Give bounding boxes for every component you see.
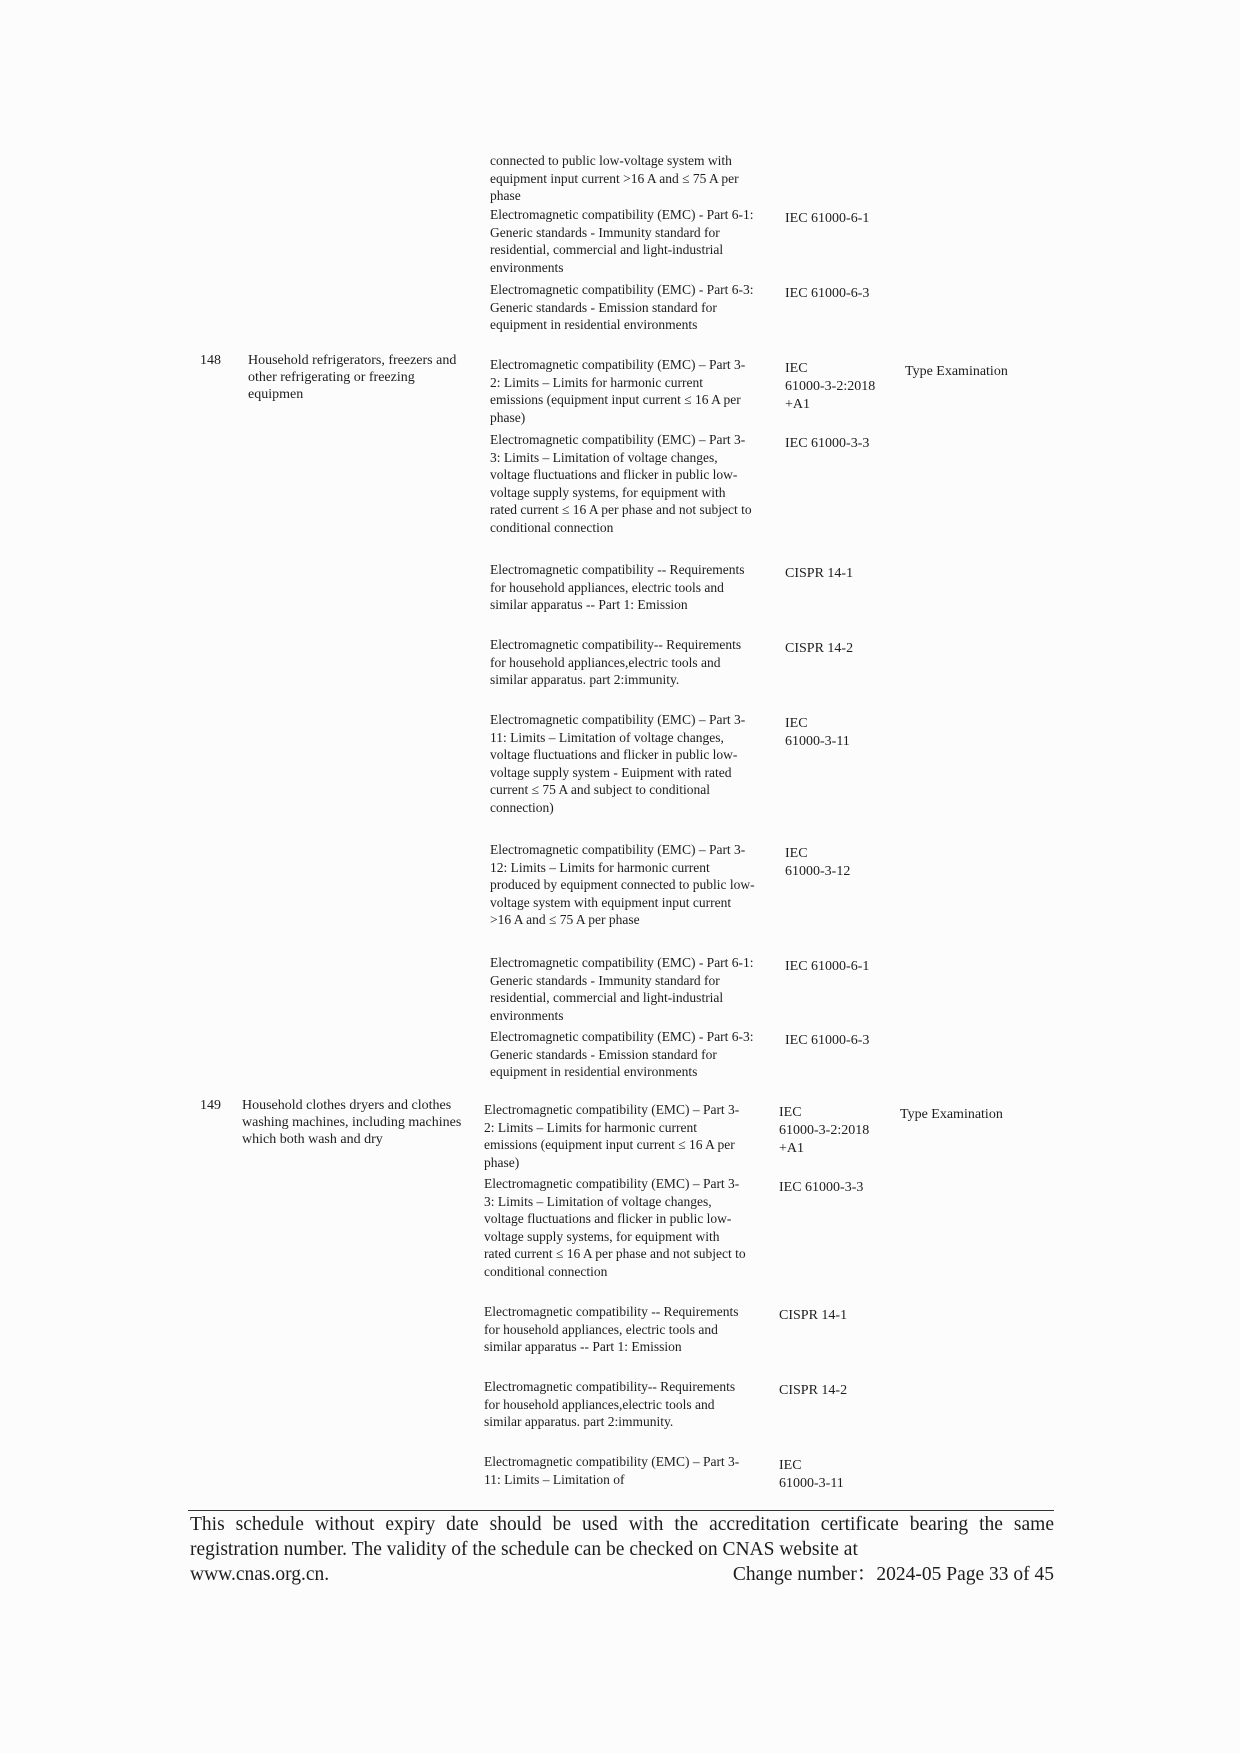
standard-code-line: 61000-3-11 bbox=[779, 1476, 844, 1491]
standard-code: IEC 61000-6-3 bbox=[785, 286, 870, 301]
standard-code: IEC 61000-6-1 bbox=[785, 211, 870, 226]
footer-note: This schedule without expiry date should be used with the accreditation certificate bearing the same registration number. The validity of the schedule can be checked on CNAS website at bbox=[190, 1514, 1054, 1560]
standard-code: IEC 61000-6-3 bbox=[785, 1033, 870, 1048]
standard-code-line: IEC bbox=[785, 716, 808, 731]
standard-title: Electromagnetic compatibility -- Requirements for household appliances, electric tools and similar apparatus -- Part 1: Emission bbox=[490, 562, 745, 612]
standard-code: CISPR 14-2 bbox=[779, 1383, 848, 1398]
test-method: Type Examination bbox=[900, 1107, 1003, 1122]
standard-code bbox=[785, 360, 895, 414]
standard-code-line: +A1 bbox=[785, 397, 811, 412]
standard-code-line: 61000-3-11 bbox=[785, 734, 850, 749]
standard-title: Electromagnetic compatibility (EMC) – Part 3-2: Limits – Limits for harmonic current emissions (equipment input current ≤ 16 A per phase) bbox=[490, 357, 746, 425]
item-number: 148 bbox=[200, 353, 221, 368]
standard-code: IEC 61000-3-3 bbox=[779, 1180, 864, 1195]
standard-title: Electromagnetic compatibility (EMC) - Part 6-3: Generic standards - Emission standard for equipment in residential environments bbox=[490, 1029, 754, 1079]
standard-code-line: IEC bbox=[779, 1458, 802, 1473]
standard-title: Electromagnetic compatibility -- Requirements for household appliances, electric tools and similar apparatus -- Part 1: Emission bbox=[484, 1304, 739, 1354]
test-method: Type Examination bbox=[905, 364, 1008, 379]
standard-title: Electromagnetic compatibility (EMC) - Part 6-1: Generic standards - Immunity standard for residential, commercial and light-industrial environments bbox=[490, 207, 754, 275]
standard-title: Electromagnetic compatibility (EMC) - Part 6-3: Generic standards - Emission standard for equipment in residential environments bbox=[490, 282, 754, 332]
standard-code bbox=[779, 1457, 889, 1493]
standard-code: IEC 61000-6-1 bbox=[785, 959, 870, 974]
standard-code-line: 61000-3-2:2018 bbox=[779, 1123, 870, 1138]
standard-title: Electromagnetic compatibility (EMC) – Part 3-3: Limits – Limitation of voltage changes, voltage fluctuations and flicker in public low-voltage supply systems, for equipment with rated current ≤ 16 A per phase and not subject to conditional connection bbox=[484, 1176, 746, 1279]
standard-title: Electromagnetic compatibility (EMC) – Part 3-12: Limits – Limits for harmonic current produced by equipment connected to public low-voltage system with equipment input current >16 A and ≤ 75 A per phase bbox=[490, 842, 755, 927]
item-category: Household refrigerators, freezers and other refrigerating or freezing equipmen bbox=[248, 353, 457, 402]
standard-code-line: 61000-3-12 bbox=[785, 864, 851, 879]
standard-code bbox=[779, 1104, 889, 1158]
standard-code bbox=[785, 715, 895, 751]
standard-code: CISPR 14-1 bbox=[785, 566, 854, 581]
standard-code: CISPR 14-2 bbox=[785, 641, 854, 656]
standard-title: Electromagnetic compatibility-- Requirements for household appliances,electric tools and similar apparatus. part 2:immunity. bbox=[490, 637, 742, 687]
standard-title: Electromagnetic compatibility (EMC) - Part 6-1: Generic standards - Immunity standard for residential, commercial and light-industrial environments bbox=[490, 955, 754, 1023]
standard-code bbox=[785, 845, 895, 881]
standard-code: CISPR 14-1 bbox=[779, 1308, 848, 1323]
item-category: Household clothes dryers and clothes washing machines, including machines which both wash and dry bbox=[242, 1098, 462, 1147]
standard-title: Electromagnetic compatibility (EMC) – Part 3-2: Limits – Limits for harmonic current emissions (equipment input current ≤ 16 A per phase) bbox=[484, 1102, 740, 1170]
standard-title: Electromagnetic compatibility (EMC) – Part 3-3: Limits – Limitation of voltage changes, voltage fluctuations and flicker in public low-voltage supply systems, for equipment with rated current ≤ 16 A per phase and not subject to conditional connection bbox=[490, 432, 752, 535]
standard-code-line: IEC bbox=[785, 361, 808, 376]
standard-title: Electromagnetic compatibility (EMC) – Part 3-11: Limits – Limitation of bbox=[484, 1454, 740, 1487]
standard-code-line: IEC bbox=[779, 1105, 802, 1120]
item-number: 149 bbox=[200, 1098, 221, 1113]
standard-title: Electromagnetic compatibility-- Requirements for household appliances,electric tools and similar apparatus. part 2:immunity. bbox=[484, 1379, 736, 1429]
standard-code-line: IEC bbox=[785, 846, 808, 861]
footer-divider bbox=[188, 1510, 1054, 1511]
standard-code-line: +A1 bbox=[779, 1141, 805, 1156]
standard-title: Electromagnetic compatibility (EMC) – Part 3-11: Limits – Limitation of voltage changes, voltage fluctuations and flicker in public low-voltage supply system - Euipment with rated current ≤ 75 A and subject to conditional connection) bbox=[490, 712, 746, 815]
standard-code: IEC 61000-3-3 bbox=[785, 436, 870, 451]
footer-url: www.cnas.org.cn. bbox=[190, 1564, 330, 1585]
standard-title-continuation: connected to public low-voltage system with equipment input current >16 A and ≤ 75 A per phase bbox=[490, 153, 739, 203]
standard-code-line: 61000-3-2:2018 bbox=[785, 379, 876, 394]
footer-change-number: Change number：2024-05 Page 33 of 45 bbox=[732, 1564, 1054, 1585]
